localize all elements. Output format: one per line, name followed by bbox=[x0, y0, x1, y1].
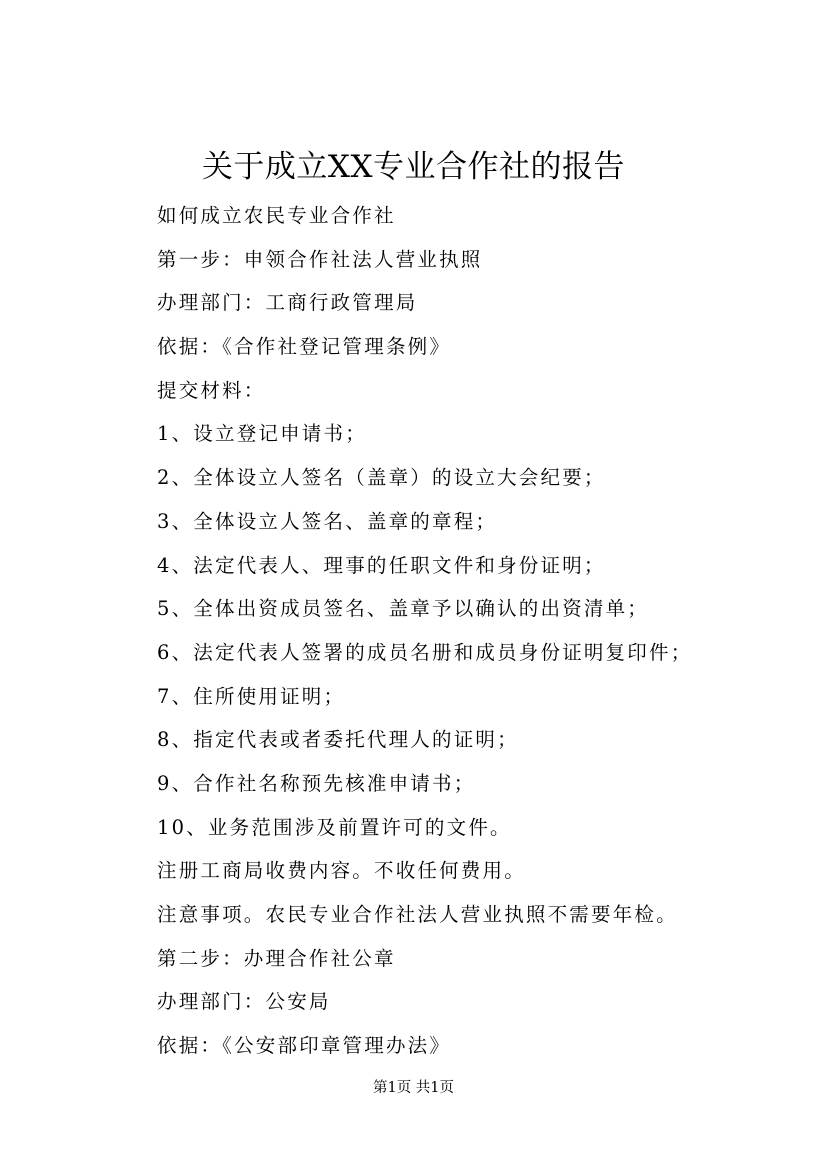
document-title: 关于成立XX专业合作社的报告 bbox=[201, 149, 626, 185]
document-body bbox=[157, 194, 757, 1068]
list-item: 4、法定代表人、理事的任职文件和身份证明； bbox=[157, 553, 606, 577]
paragraph-line: 依据：《合作社登记管理条例》 bbox=[157, 335, 452, 359]
paragraph-line: 如何成立农民专业合作社 bbox=[157, 204, 396, 227]
paragraph-line: 注意事项。农民专业合作社法人营业执照不需要年检。 bbox=[157, 903, 678, 926]
paragraph-line: 第二步：办理合作社公章 bbox=[157, 946, 396, 970]
paragraph-line: 办理部门：工商行政管理局 bbox=[157, 291, 418, 315]
list-item: 1、设立登记申请书； bbox=[157, 422, 367, 446]
list-item: 6、法定代表人签署的成员名册和成员身份证明复印件； bbox=[157, 640, 693, 664]
page-number: 第1页 共1页 bbox=[372, 1080, 455, 1096]
paragraph-line: 办理部门：公安局 bbox=[157, 990, 331, 1014]
list-item: 2、全体设立人签名（盖章）的设立大会纪要； bbox=[157, 466, 606, 490]
list-item: 5、全体出资成员签名、盖章予以确认的出资清单； bbox=[157, 597, 650, 621]
paragraph-line: 提交材料： bbox=[157, 378, 266, 402]
paragraph-line: 注册工商局收费内容。不收任何费用。 bbox=[157, 859, 526, 883]
list-item: 8、指定代表或者委托代理人的证明； bbox=[157, 728, 519, 752]
paragraph-line: 依据：《公安部印章管理办法》 bbox=[157, 1034, 452, 1058]
list-item: 9、合作社名称预先核准申请书； bbox=[157, 771, 476, 795]
paragraph-line: 第一步：申领合作社法人营业执照 bbox=[157, 247, 483, 271]
page-footer bbox=[0, 1078, 827, 1098]
list-item: 7、住所使用证明； bbox=[157, 684, 346, 708]
list-item: 10、业务范围涉及前置许可的文件。 bbox=[157, 815, 512, 839]
list-item: 3、全体设立人签名、盖章的章程； bbox=[157, 509, 498, 533]
